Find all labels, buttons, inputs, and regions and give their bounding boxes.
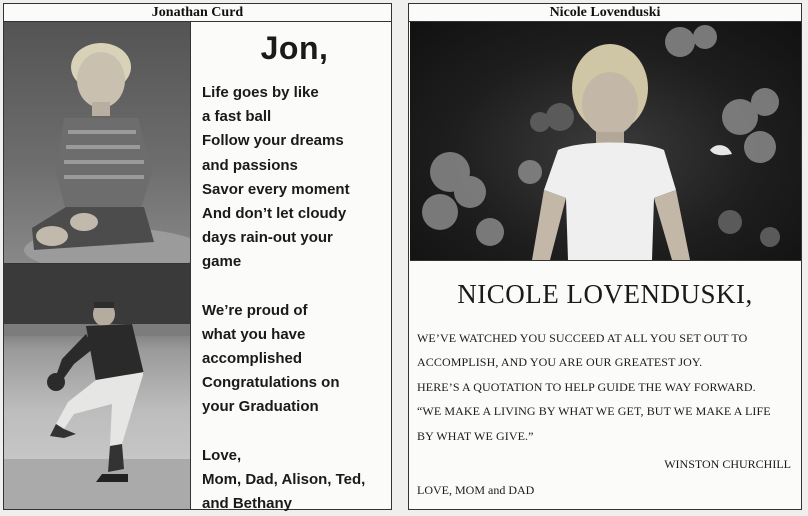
- poem-line: We’re proud of: [202, 301, 308, 319]
- poem-line: days rain-out your: [202, 229, 333, 247]
- right-name-bar: Nicole Lovenduski: [409, 4, 801, 22]
- poem-line: your Graduation: [202, 398, 319, 416]
- poem-line: what you have: [202, 325, 306, 343]
- boy-sitting-photo-art: [4, 22, 190, 263]
- poem-line: Congratulations on: [202, 374, 340, 392]
- child-photo-boy: [4, 22, 191, 264]
- poem-stanza-3: [202, 444, 387, 516]
- stanza-gap: [202, 275, 387, 299]
- poem-line: Follow your dreams: [202, 132, 344, 150]
- poem-block: [202, 30, 387, 516]
- baseball-pitcher-photo: [4, 264, 191, 509]
- right-ad-panel: [408, 3, 802, 510]
- stanza-gap: [202, 420, 387, 444]
- poem-line: Life goes by like: [202, 84, 319, 101]
- message-line: “WE MAKE A LIVING BY WHAT WE GET, BUT WE MAKE A LIFE: [417, 404, 771, 419]
- signature: LOVE, MOM and DAD: [417, 483, 535, 498]
- poem-line: and Bethany: [202, 495, 293, 513]
- left-name-bar: Jonathan Curd: [4, 4, 391, 22]
- message-line: HERE’S A QUOTATION TO HELP GUIDE THE WAY FORWARD.: [417, 379, 756, 394]
- poem-greeting: Jon,: [260, 30, 329, 66]
- poem-line: accomplished: [202, 350, 303, 368]
- girl-with-flowers-photo-art: [410, 22, 801, 260]
- message-heading: NICOLE LOVENDUSKI,: [457, 279, 753, 309]
- poem-line: And don’t let cloudy: [202, 205, 347, 223]
- poem-line: Savor every moment: [202, 180, 350, 198]
- poem-stanza-1: [202, 81, 387, 275]
- poem-stanza-2: [202, 299, 387, 420]
- message-block: [417, 279, 793, 502]
- poem-line: a fast ball: [202, 108, 272, 126]
- poem-line: game: [202, 253, 242, 271]
- poem-line: and passions: [202, 156, 298, 174]
- child-photo-girl: [410, 22, 801, 261]
- quote-attribution: WINSTON CHURCHILL: [664, 457, 791, 472]
- left-ad-panel: [3, 3, 392, 513]
- poem-line: Love,: [202, 446, 242, 464]
- poem-line: Mom, Dad, Alison, Ted,: [202, 470, 366, 488]
- message-line: ACCOMPLISH, AND YOU ARE OUR GREATEST JOY.: [417, 355, 703, 370]
- pitcher-photo-art: [4, 264, 190, 509]
- message-line: BY WHAT WE GIVE.”: [417, 428, 534, 443]
- message-line: WE’VE WATCHED YOU SUCCEED AT ALL YOU SET OUT TO: [417, 331, 748, 345]
